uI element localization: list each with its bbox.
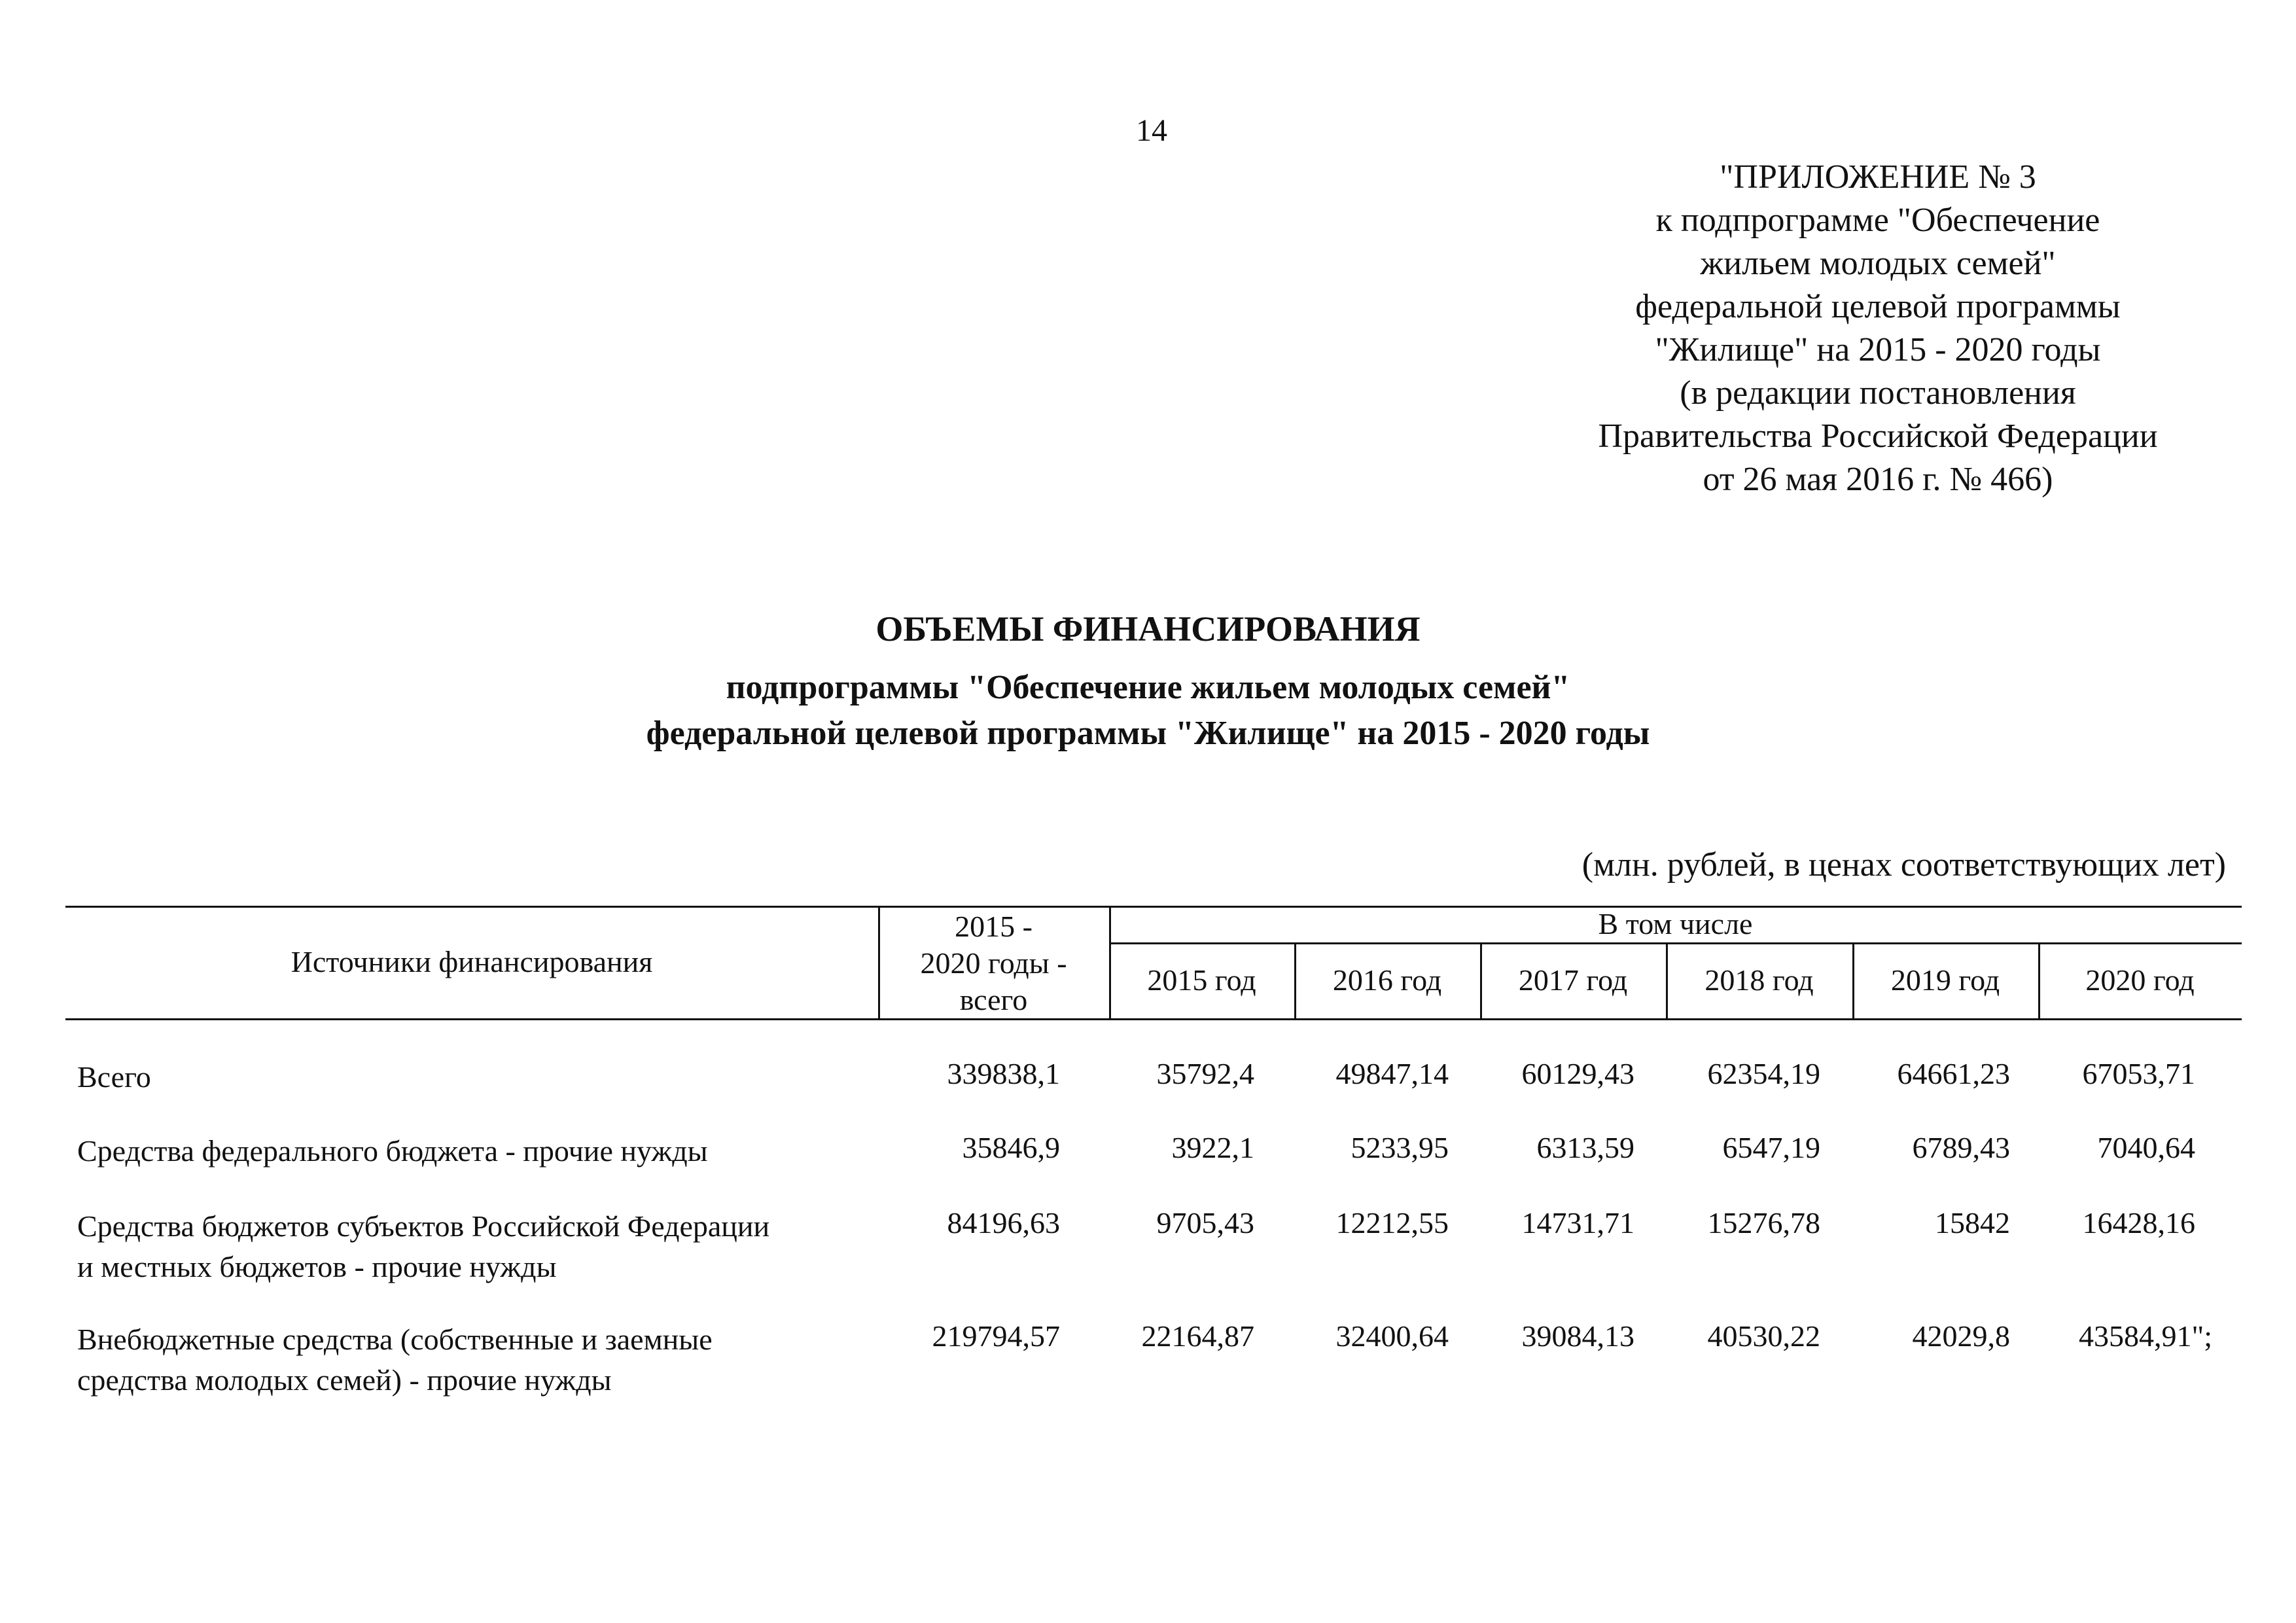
cell-total: 35846,9 <box>962 1131 1060 1164</box>
header-total-line: 2020 годы - <box>920 946 1067 980</box>
cell-2019: 64661,23 <box>1897 1057 2010 1090</box>
header-total-line: всего <box>959 983 1028 1016</box>
cell-2015: 22164,87 <box>1141 1319 1254 1353</box>
cell-2016: 12212,55 <box>1335 1206 1449 1240</box>
appendix-line: Правительства Российской Федерации <box>1598 418 2158 455</box>
cell-2018: 15276,78 <box>1707 1206 1820 1240</box>
header-total <box>878 908 1109 1018</box>
cell-2016: 5233,95 <box>1351 1131 1449 1164</box>
document-subtitle <box>0 665 2296 757</box>
header-year: 2018 год <box>1704 963 1814 997</box>
cell-2019: 42029,8 <box>1912 1319 2010 1353</box>
appendix-line: жильем молодых семей" <box>1700 245 2056 282</box>
row-label <box>77 1131 862 1171</box>
row-label <box>77 1057 862 1097</box>
row-label-line: Внебюджетные средства (собственные и заемные <box>77 1323 713 1356</box>
cell-2016: 32400,64 <box>1335 1319 1449 1353</box>
cell-2016: 49847,14 <box>1335 1057 1449 1090</box>
table-including-rule <box>1109 942 2242 944</box>
row-label <box>77 1319 862 1400</box>
row-label-line: Средства бюджетов субъектов Российской Федерации <box>77 1209 770 1243</box>
cell-2020: 7040,64 <box>2097 1131 2195 1164</box>
cell-2020: 43584,91"; <box>2078 1319 2212 1353</box>
cell-total: 84196,63 <box>947 1206 1060 1240</box>
appendix-block <box>1505 156 2251 501</box>
cell-2019: 15842 <box>1935 1206 2010 1240</box>
subtitle-line-1: подпрограммы "Обеспечение жильем молодых семей" <box>726 669 1570 706</box>
header-year: 2020 год <box>2085 963 2195 997</box>
subtitle-line-2: федеральной целевой программы "Жилище" на 2015 - 2020 годы <box>646 715 1650 752</box>
units-note: (млн. рублей, в ценах соответствующих лет) <box>1581 846 2226 883</box>
cell-2018: 62354,19 <box>1707 1057 1820 1090</box>
header-year: 2015 год <box>1147 963 1256 997</box>
cell-2017: 60129,43 <box>1521 1057 1634 1090</box>
cell-2018: 40530,22 <box>1707 1319 1820 1353</box>
cell-2019: 6789,43 <box>1912 1131 2010 1164</box>
cell-total: 339838,1 <box>947 1057 1060 1090</box>
header-year: 2019 год <box>1890 963 2000 997</box>
cell-2018: 6547,19 <box>1722 1131 1820 1164</box>
cell-2017: 14731,71 <box>1521 1206 1634 1240</box>
document-title: ОБЪЕМЫ ФИНАНСИРОВАНИЯ <box>875 609 1421 649</box>
row-label <box>77 1206 862 1287</box>
appendix-line: (в редакции постановления <box>1680 374 2076 412</box>
row-label-line: Всего <box>77 1060 151 1094</box>
header-year: 2016 год <box>1332 963 1442 997</box>
page-number: 14 <box>1136 113 1167 148</box>
appendix-line: к подпрограмме "Обеспечение <box>1655 202 2100 239</box>
header-year: 2017 год <box>1518 963 1628 997</box>
cell-2015: 35792,4 <box>1156 1057 1254 1090</box>
cell-2020: 67053,71 <box>2082 1057 2195 1090</box>
appendix-line: федеральной целевой программы <box>1635 288 2121 325</box>
appendix-line: "ПРИЛОЖЕНИЕ № 3 <box>1720 158 2036 196</box>
appendix-line: от 26 мая 2016 г. № 466) <box>1703 461 2053 498</box>
header-total-line: 2015 - <box>955 910 1033 943</box>
table-header-bottom-rule <box>65 1018 2242 1020</box>
header-source: Источники финансирования <box>291 945 653 978</box>
row-label-line: и местных бюджетов - прочие нужды <box>77 1250 557 1283</box>
row-label-line: Средства федерального бюджета - прочие нужды <box>77 1134 708 1168</box>
row-label-line: средства молодых семей) - прочие нужды <box>77 1363 612 1397</box>
cell-2015: 3922,1 <box>1171 1131 1254 1164</box>
header-including: В том числе <box>1598 907 1753 940</box>
cell-2017: 6313,59 <box>1536 1131 1634 1164</box>
cell-2015: 9705,43 <box>1156 1206 1254 1240</box>
cell-2017: 39084,13 <box>1521 1319 1634 1353</box>
cell-2020: 16428,16 <box>2082 1206 2195 1240</box>
appendix-line: "Жилище" на 2015 - 2020 годы <box>1655 331 2101 368</box>
cell-total: 219794,57 <box>932 1319 1060 1353</box>
